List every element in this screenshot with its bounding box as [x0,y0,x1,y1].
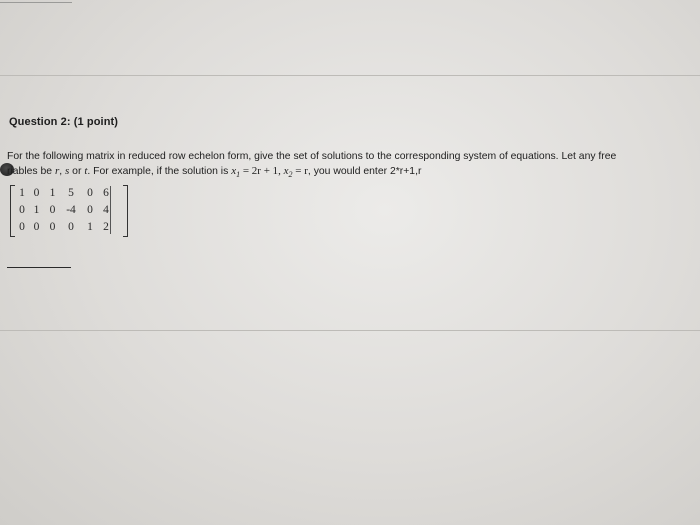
matrix-right-bracket [123,185,128,237]
section-divider-bottom [0,330,700,331]
x1-symbol: $x_1$ [231,165,241,180]
matrix-cell: 0 [68,220,74,233]
x2-symbol: $x_2$ [283,165,293,180]
section-divider-top [0,75,700,76]
matrix-cell: 0 [49,220,56,233]
matrix-cell: 1 [49,186,56,199]
matrix-entries [15,184,113,235]
x1-expression: = 2r + 1, [240,165,284,177]
matrix-cell: 6 [103,186,109,199]
variable-s: s [65,165,70,177]
top-divider [0,2,72,3]
answer-input[interactable] [7,267,71,268]
example-text: . For example, if the solution is [87,166,232,177]
matrix-cell: 0 [19,220,25,233]
matrix-cell: 4 [103,203,109,216]
augmented-matrix [10,184,128,236]
matrix-cell: 0 [33,186,40,199]
enter-instruction: , you would enter 2*r+1,r [307,166,422,177]
x2-expression: = r [292,165,308,177]
matrix-cell: 2 [103,220,109,233]
matrix-row [15,201,113,218]
matrix-cell: 5 [68,186,74,199]
matrix-cell: 0 [87,203,93,216]
matrix-row [15,218,113,235]
or-text: or [69,166,85,177]
separator-comma: , [59,166,66,177]
matrix-cell: -4 [66,203,76,216]
matrix-cell: 1 [87,220,93,233]
matrix-cell: 0 [19,203,25,216]
matrix-cell: 0 [49,203,56,216]
prompt-text-start: riables be [7,166,55,177]
matrix-row [15,184,113,201]
question-title: Question 2: (1 point) [9,116,119,128]
matrix-cell: 0 [87,186,93,199]
variable-t: t [84,165,88,177]
question-prompt [7,150,697,178]
matrix-cell: 1 [33,203,40,216]
matrix-cell: 0 [33,220,40,233]
prompt-line-2 [7,164,697,178]
prompt-line-1: For the following matrix in reduced row echelon form, give the set of solutions to the corresponding system of equations. Let any free [7,151,617,162]
variable-r: r [54,165,60,177]
matrix-cell: 1 [19,186,25,199]
